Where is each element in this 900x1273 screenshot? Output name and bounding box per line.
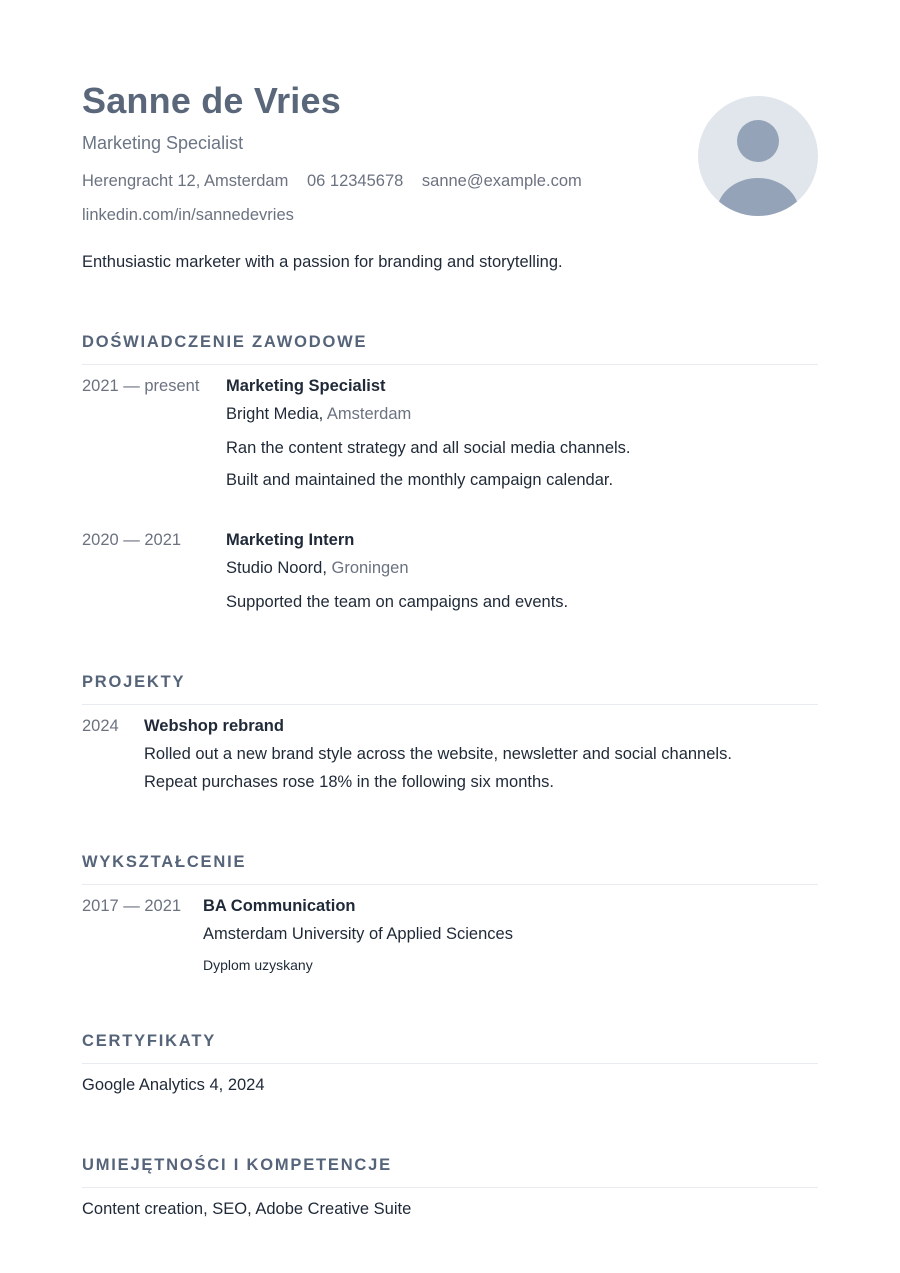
project-description: Rolled out a new brand style across the website, newsletter and social channels. <box>144 745 732 763</box>
section-divider <box>82 1063 818 1064</box>
section-title-skills: UMIEJĘTNOŚCI I KOMPETENCJE <box>82 1156 392 1174</box>
experience-company: Studio Noord, Groningen <box>226 559 409 577</box>
section-divider <box>82 704 818 705</box>
email: sanne@example.com <box>421 172 582 190</box>
project-name: Webshop rebrand <box>144 717 284 735</box>
company-location: Amsterdam <box>326 405 412 423</box>
company-location: Groningen <box>331 559 409 577</box>
section-divider <box>82 364 818 365</box>
experience-dates: 2020 — 2021 <box>82 531 182 549</box>
section-divider <box>82 1187 818 1188</box>
project-year: 2024 <box>82 717 119 735</box>
experience-role: Marketing Specialist <box>226 377 386 395</box>
experience-company: Bright Media, Amsterdam <box>226 405 412 423</box>
experience-bullet: Ran the content strategy and all social media channels. <box>226 439 631 457</box>
experience-dates: 2021 — present <box>82 377 200 395</box>
company-name: Studio Noord <box>226 559 323 577</box>
contact-line <box>82 172 596 191</box>
experience-bullet: Supported the team on campaigns and events. <box>226 593 569 611</box>
person-avatar-icon <box>698 96 818 216</box>
address: Herengracht 12, Amsterdam <box>82 172 289 190</box>
experience-role: Marketing Intern <box>226 531 355 549</box>
education-dates: 2017 — 2021 <box>82 897 182 915</box>
experience-bullet: Built and maintained the monthly campaign calendar. <box>226 471 614 489</box>
certificate-item: Google Analytics 4, 2024 <box>82 1076 265 1094</box>
candidate-name: Sanne de Vries <box>82 80 341 121</box>
section-title-projects: PROJEKTY <box>82 673 186 691</box>
company-name: Bright Media <box>226 405 319 423</box>
education-school: Amsterdam University of Applied Sciences <box>203 925 513 943</box>
education-note: Dyplom uzyskany <box>203 957 313 973</box>
skills-list: Content creation, SEO, Adobe Creative Suite <box>82 1200 412 1218</box>
job-title: Marketing Specialist <box>82 133 244 153</box>
section-title-education: WYKSZTAŁCENIE <box>82 853 247 871</box>
linkedin-url: linkedin.com/in/sannedevries <box>82 206 294 224</box>
project-result: Repeat purchases rose 18% in the following six months. <box>144 773 554 791</box>
profile-summary: Enthusiastic marketer with a passion for branding and storytelling. <box>82 253 563 271</box>
section-title-certificates: CERTYFIKATY <box>82 1032 217 1050</box>
phone: 06 12345678 <box>306 172 404 190</box>
section-title-experience: DOŚWIADCZENIE ZAWODOWE <box>82 333 368 351</box>
section-divider <box>82 884 818 885</box>
education-degree: BA Communication <box>203 897 356 915</box>
